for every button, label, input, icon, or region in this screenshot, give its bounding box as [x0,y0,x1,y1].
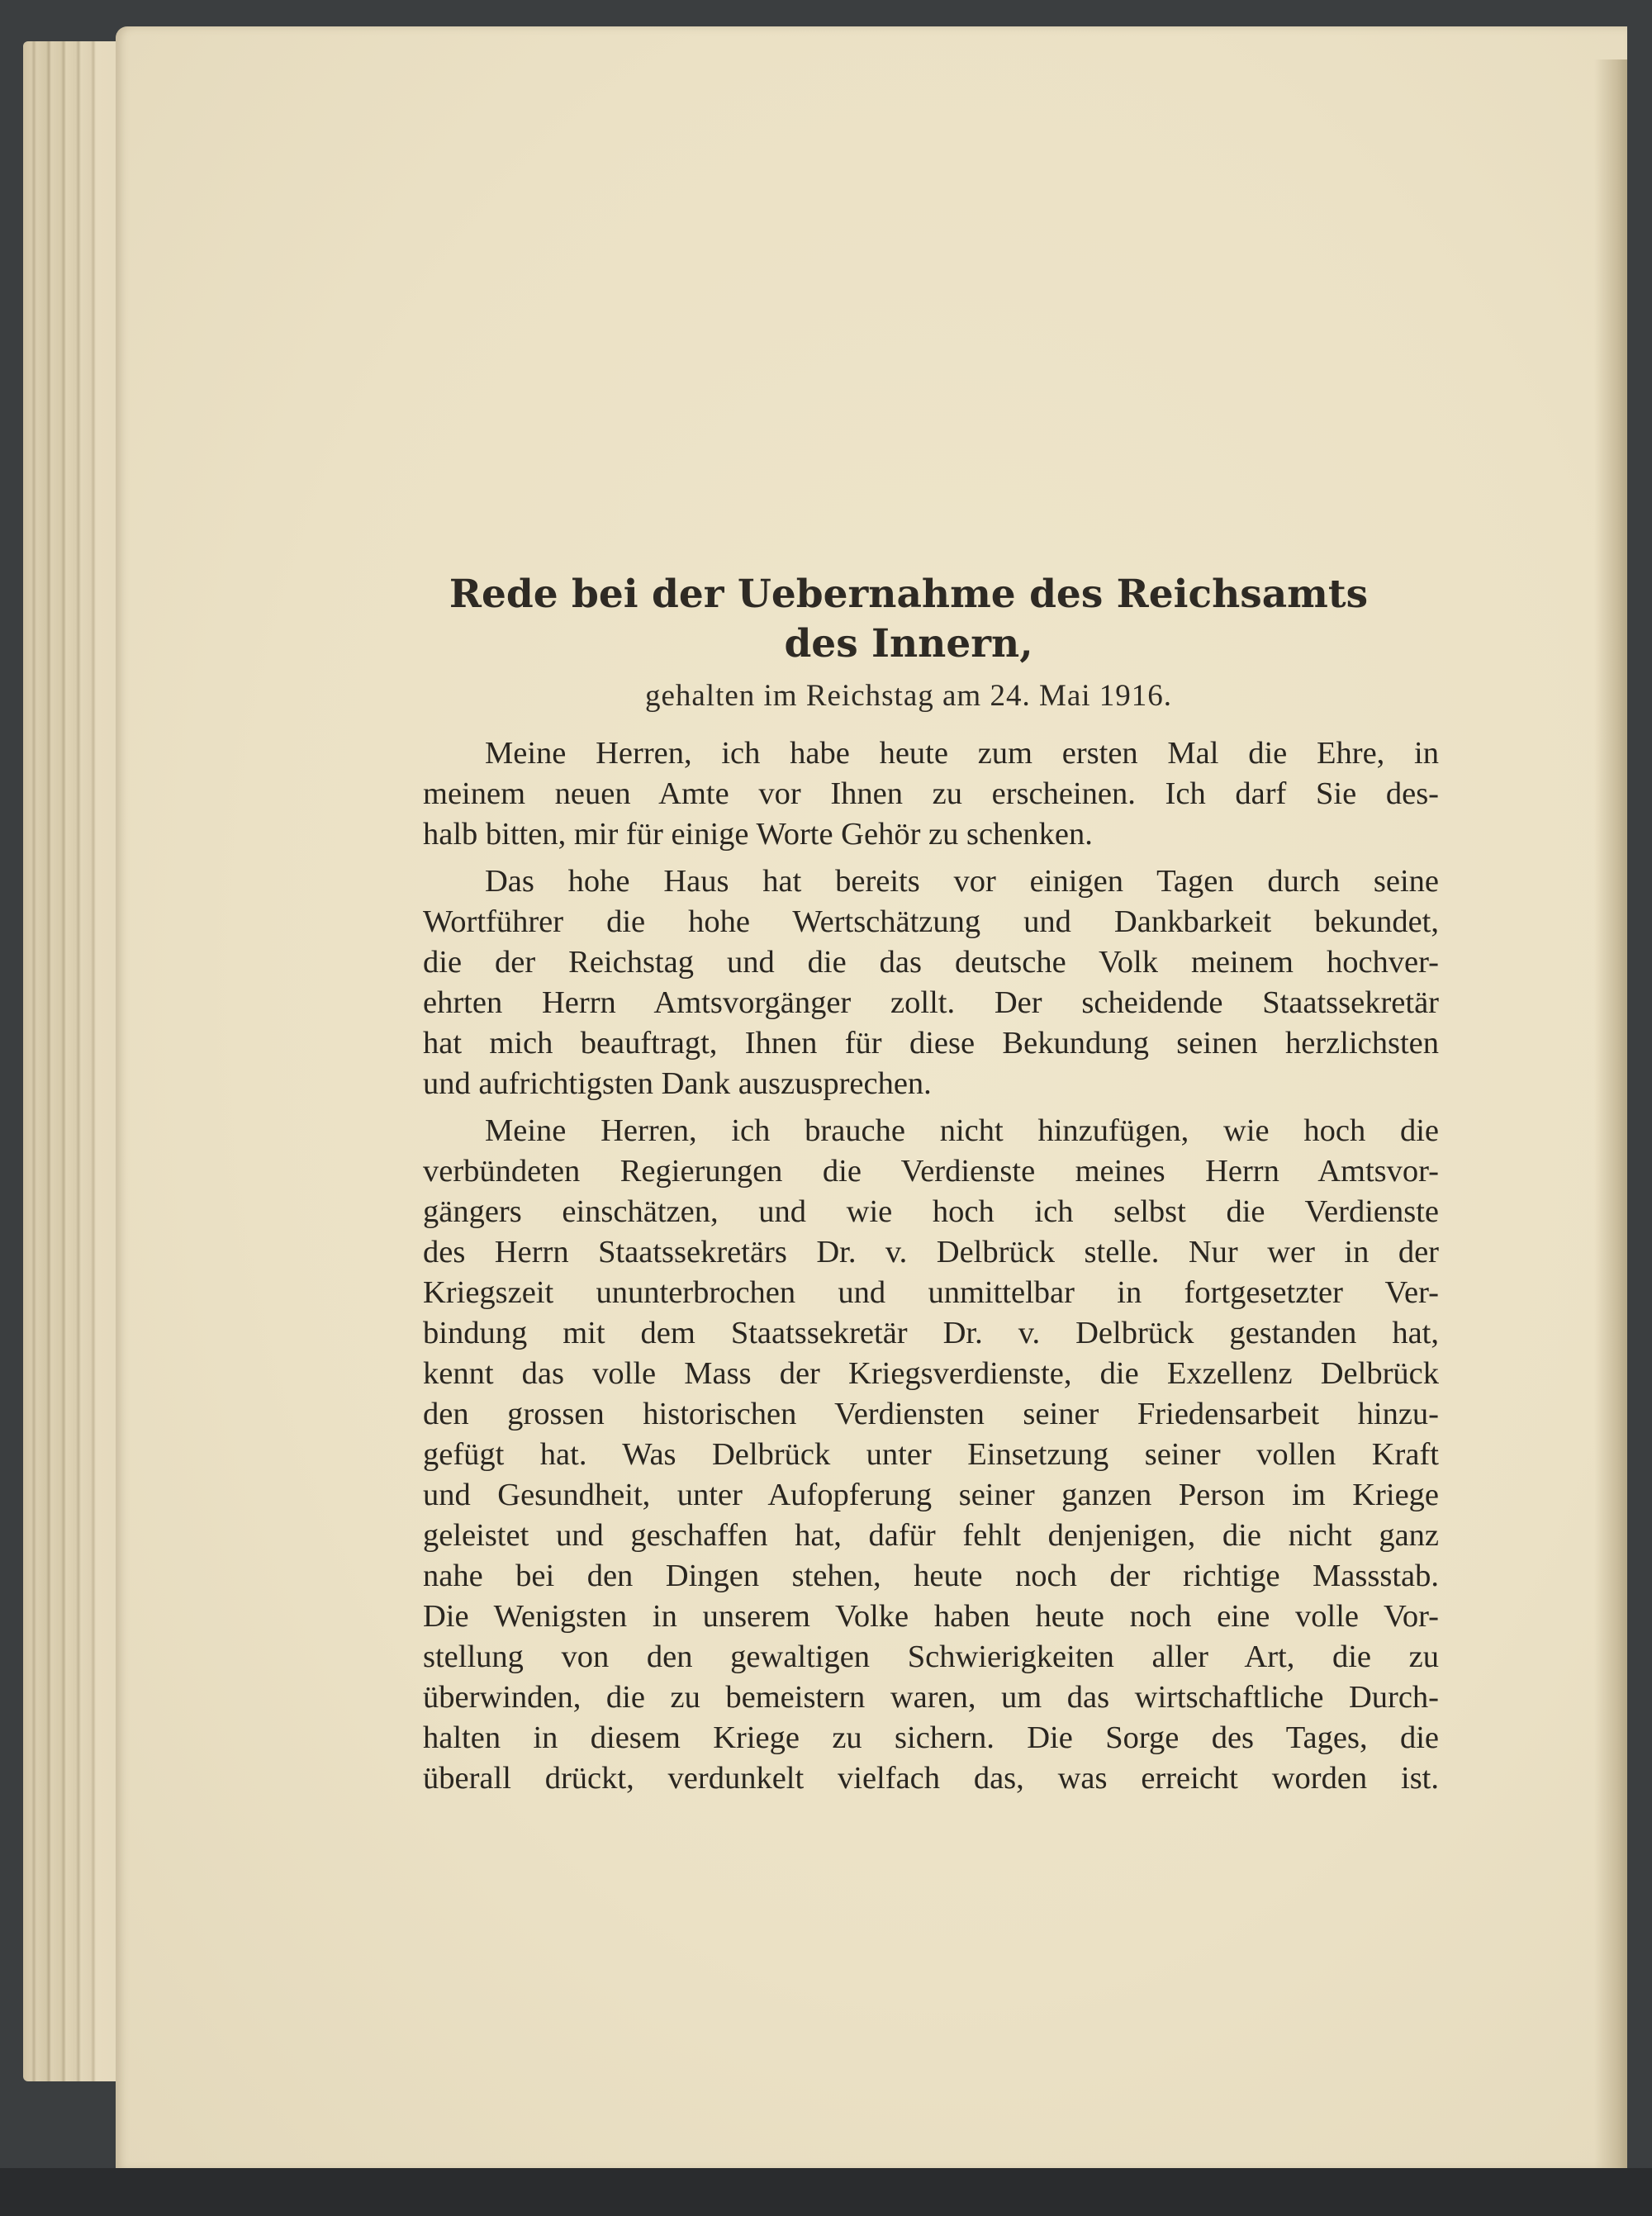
title-line-1: Rede bei der Uebernahme des Reichsamts [449,572,1369,617]
page-title [430,570,1388,669]
paragraph-3 [423,1111,1439,1799]
text-line: stellung von den gewaltigen Schwierigkeiten aller Art, die zu [423,1639,1439,1674]
text-line: Meine Herren, ich habe heute zum ersten Mal die Ehre, in [485,736,1439,771]
page-stack-edges [23,41,131,2081]
body-text [423,733,1439,1799]
text-line: halb bitten, mir für einige Worte Gehör zu schenken. [423,817,1093,852]
text-line: hat mich beauftragt, Ihnen für diese Bekundung seinen herzlichsten [423,1026,1439,1061]
text-line: Die Wenigsten in unserem Volke haben heute noch eine volle Vor- [423,1599,1439,1634]
paragraph-1 [423,733,1439,855]
text-line: die der Reichstag und die das deutsche Volk meinem hochver- [423,945,1439,980]
text-line: Meine Herren, ich brauche nicht hinzufügen, wie hoch die [485,1113,1439,1148]
book-gutter [1594,59,1627,2190]
text-line: überall drückt, verdunkelt vielfach das, was erreicht worden ist. [423,1761,1439,1796]
text-line: den grossen historischen Verdiensten seiner Friedensarbeit hinzu- [423,1397,1439,1431]
text-line: Kriegszeit ununterbrochen und unmittelbar in fortgesetzter Ver- [423,1275,1439,1310]
text-line: verbündeten Regierungen die Verdienste meines Herrn Amtsvor- [423,1154,1439,1189]
title-line-2: des Innern, [784,621,1033,667]
text-line: meinem neuen Amte vor Ihnen zu erscheinen. Ich darf Sie des- [423,776,1439,811]
text-line: und Gesundheit, unter Aufopferung seiner ganzen Person im Kriege [423,1478,1439,1512]
scan-background [0,2168,1652,2216]
text-line: bindung mit dem Staatssekretär Dr. v. Delbrück gestanden hat, [423,1316,1439,1350]
text-line: überwinden, die zu bemeistern waren, um das wirtschaftliche Durch- [423,1680,1439,1715]
text-line: kennt das volle Mass der Kriegsverdienste, die Exzellenz Delbrück [423,1356,1439,1391]
text-line: halten in diesem Kriege zu sichern. Die Sorge des Tages, die [423,1720,1439,1755]
text-line: und aufrichtigsten Dank auszusprechen. [423,1066,932,1101]
text-line: geleistet und geschaffen hat, dafür fehlt denjenigen, die nicht ganz [423,1518,1439,1553]
text-line: ehrten Herrn Amtsvorgänger zollt. Der scheidende Staatssekretär [423,985,1439,1020]
page-subtitle: gehalten im Reichstag am 24. Mai 1916. [644,679,1173,713]
text-line: gefügt hat. Was Delbrück unter Einsetzung seiner vollen Kraft [423,1437,1439,1472]
text-line: nahe bei den Dingen stehen, heute noch der richtige Massstab. [423,1559,1439,1593]
text-line: Wortführer die hohe Wertschätzung und Dankbarkeit bekundet, [423,904,1439,939]
paragraph-2 [423,861,1439,1104]
text-line: Das hohe Haus hat bereits vor einigen Tagen durch seine [485,864,1439,899]
text-line: gängers einschätzen, und wie hoch ich selbst die Verdienste [423,1194,1439,1229]
text-line: des Herrn Staatssekretärs Dr. v. Delbrück stelle. Nur wer in der [423,1235,1439,1269]
